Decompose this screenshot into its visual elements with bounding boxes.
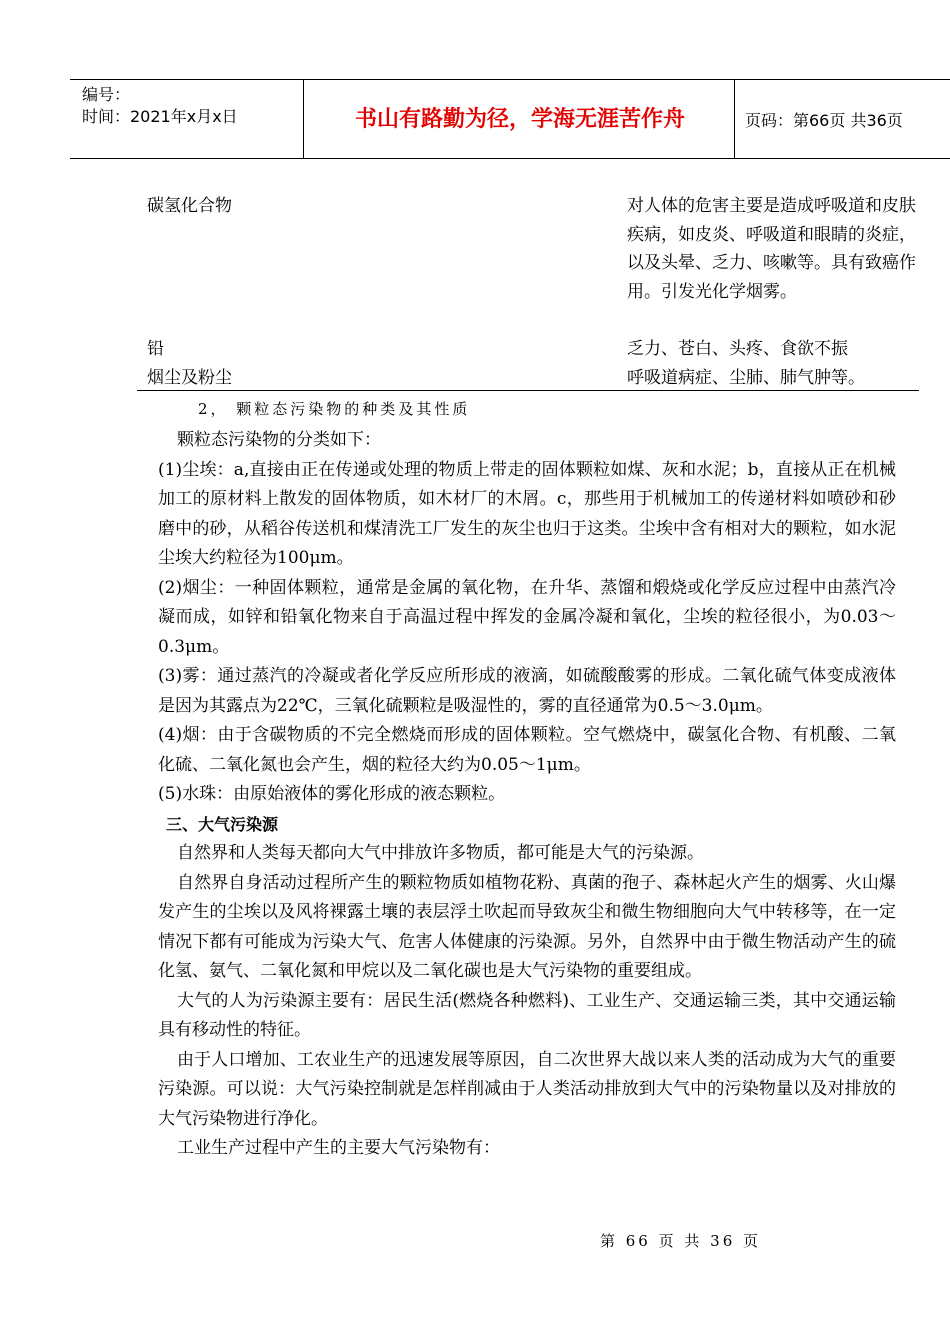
paragraph: (4)烟：由于含碳物质的不完全燃烧而形成的固体颗粒。空气燃烧中，碳氢化合物、有机酸、二氧化硫、二氧化氮也会产生，烟的粒径大约为0.05～1μm。 xyxy=(158,725,896,775)
page-header xyxy=(70,79,950,159)
pollutant-effect-column xyxy=(627,192,917,392)
section-2-title: 2， 颗粒态污染物的种类及其性质 xyxy=(198,400,471,418)
paragraph: 工业生产过程中产生的主要大气污染物有： xyxy=(177,1138,500,1158)
paragraph: 由于人口增加、工农业生产的迅速发展等原因，自二次世界大战以来人类的活动成为大气的重要污染源。可以说：大气污染控制就是怎样削减由于人类活动排放到大气中的污染物量以及对排放的大气污染物进行净化。 xyxy=(158,1049,896,1129)
page-footer: 第 66 页 共 36 页 xyxy=(600,1232,762,1250)
paragraph: 自然界自身活动过程所产生的颗粒物质如植物花粉、真菌的孢子、森林起火产生的烟雾、火山爆发产生的尘埃以及风将裸露土壤的表层浮土吹起而导致灰尘和微生物细胞向大气中转移等，在一定情况下都有可能成为污染大气、危害人体健康的污染源。另外，自然界中由于微生物活动产生的硫化氢、氨气、二氧化氮和甲烷以及二氧化碳也是大气污染物的重要组成。 xyxy=(158,872,896,981)
pollutant-name: 铅 xyxy=(147,339,164,359)
pollutant-name: 碳氢化合物 xyxy=(147,196,232,216)
pollutant-name: 烟尘及粉尘 xyxy=(147,367,232,388)
header-divider xyxy=(734,80,735,158)
section-3-heading: 三、大气污染源 xyxy=(166,814,279,834)
pollutant-effect: 呼吸道病症、尘肺、肺气肿等。 xyxy=(627,367,865,388)
paragraph: (5)水珠：由原始液体的雾化形成的液态颗粒。 xyxy=(158,784,506,804)
document-body xyxy=(158,426,896,1164)
header-motto: 书山有路勤为径，学海无涯苦作舟 xyxy=(354,107,685,132)
paragraph: 大气的人为污染源主要有：居民生活(燃烧各种燃料)、工业生产、交通运输三类，其中交通运输具有移动性的特征。 xyxy=(158,990,896,1040)
header-divider xyxy=(303,80,304,158)
header-page-info: 页码：第66页 共36页 xyxy=(745,111,903,130)
pollutant-name-column xyxy=(147,192,617,392)
paragraph: 颗粒态污染物的分类如下： xyxy=(177,430,381,450)
paragraph: 自然界和人类每天都向大气中排放许多物质，都可能是大气的污染源。 xyxy=(177,843,704,863)
paragraph: (3)雾：通过蒸汽的冷凝或者化学反应所形成的液滴，如硫酸酸雾的形成。二氧化硫气体变成液体是因为其露点为22℃，三氧化硫颗粒是吸湿性的，雾的直径通常为0.5～3.0μm。 xyxy=(158,666,896,716)
paragraph: (1)尘埃：a,直接由正在传递或处理的物质上带走的固体颗粒如煤、灰和水泥；b，直接从正在机械加工的原材料上散发的固体物质，如木材厂的木屑。c，那些用于机械加工的传递材料如喷砂和砂磨中的砂，从稻谷传送机和煤清洗工厂发生的灰尘也归于这类。尘埃中含有相对大的颗粒，如水泥尘埃大约粒径为100μm。 xyxy=(158,459,896,568)
paragraph: (2)烟尘：一种固体颗粒，通常是金属的氧化物，在升华、蒸馏和煅烧或化学反应过程中由蒸汽冷凝而成，如锌和铅氧化物来自于高温过程中挥发的金属冷凝和氧化，尘埃的粒径很小，为0.03～0.3μm。 xyxy=(158,577,896,657)
document-time: 时间：2021年x月x日 xyxy=(82,107,238,126)
header-meta xyxy=(82,84,238,128)
pollutant-effect: 对人体的危害主要是造成呼吸道和皮肤疾病，如皮炎、呼吸道和眼睛的炎症，以及头晕、乏力、咳嗽等。具有致癌作用。引发光化学烟雾。 xyxy=(627,196,916,302)
document-number-label: 编号： xyxy=(82,85,131,104)
pollutant-effect: 乏力、苍白、头疼、食欲不振 xyxy=(627,339,848,359)
pollutant-table xyxy=(137,192,919,391)
